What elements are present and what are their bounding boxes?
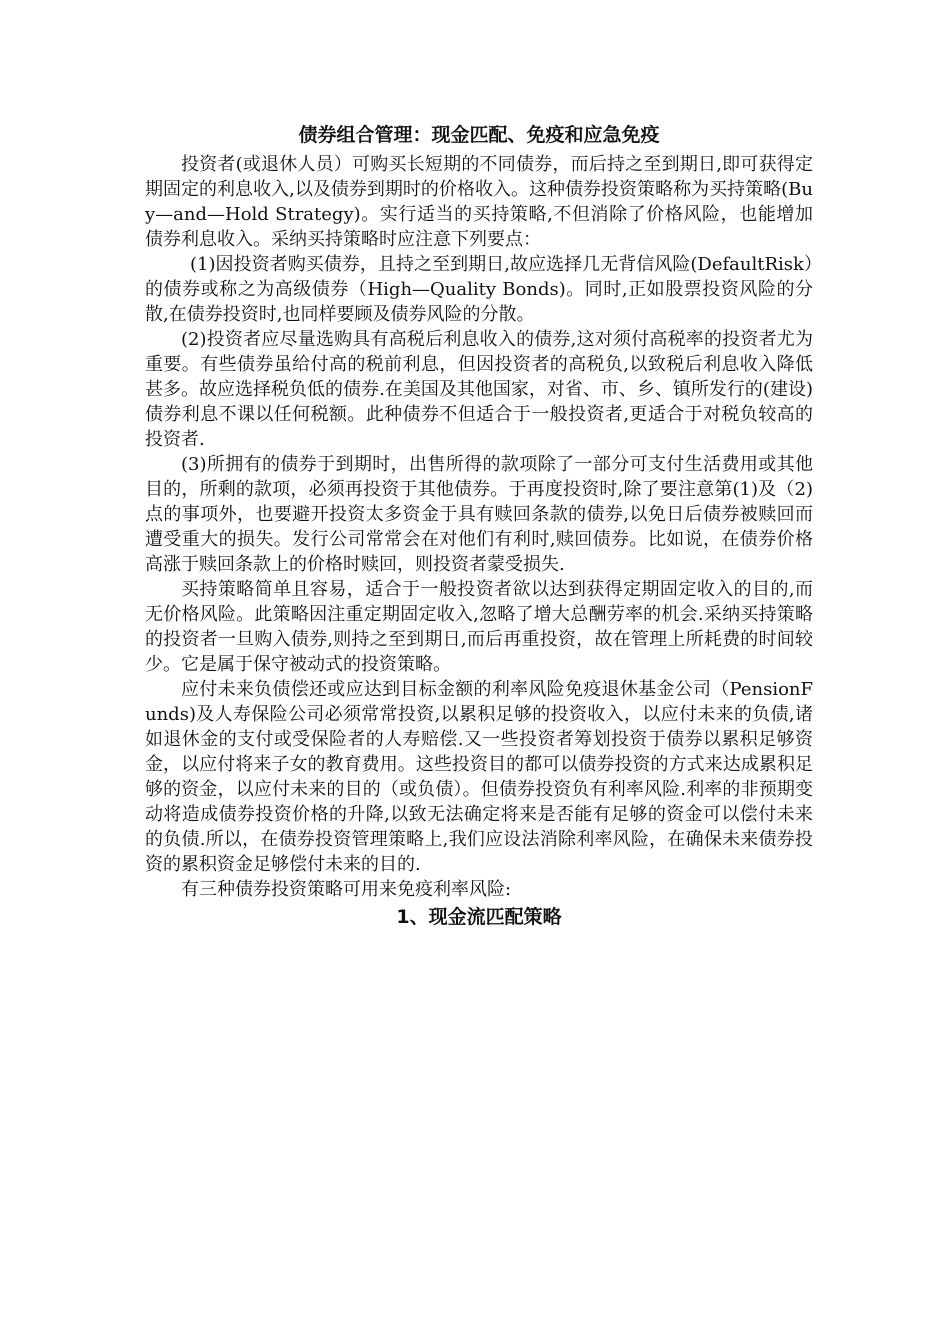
paragraph-immunization: 应付未来负债偿还或应达到目标金额的利率风险免疫退休基金公司（PensionFunds)及人寿保险公司必须常常投资,以累积足够的投资收入，以应付未来的负债,诸如退休金的支付或受保险者的人寿赔偿.又一些投资者筹划投资于债券以累积足够资金，以应付将来子女的教育费用。这些投资目的都可以债券投资的方式来达成累积足够的资金，以应付未来的目的（或负债）。但债券投资负有利率风险.利率的非预期变动将造成债券投资价格的升降,以致无法确定将来是否能有足够的资金可以偿付未来的负债.所以，在债券投资管理策略上,我们应设法消除利率风险，在确保未来债券投资的累积资金足够偿付未来的目的. xyxy=(145,679,813,875)
paragraph-point-1: (1)因投资者购买债券，且持之至到期日,故应选择几无背信风险(DefaultRisk）的债券或称之为高级债券（High—Quality Bonds)。同时,正如股票投资风险的分散,在债券投资时,也同样要顾及债券风险的分散。 xyxy=(145,254,813,325)
paragraph-point-2: (2)投资者应尽量选购具有高税后利息收入的债券,这对须付高税率的投资者尤为重要。有些债券虽给付高的税前利息，但因投资者的高税负,以致税后利息收入降低甚多。故应选择税负低的债券.在美国及其他国家，对省、市、乡、镇所发行的(建设)债券利息不课以任何税额。此种债券不但适合于一般投资者,更适合于对税负较高的投资者. xyxy=(145,329,813,450)
paragraph-strategy-summary: 买持策略简单且容易，适合于一般投资者欲以达到获得定期固定收入的目的,而无价格风险。此策略因注重定期固定收入,忽略了增大总酬劳率的机会.采纳买持策略的投资者一旦购入债券,则持之至到期日,而后再重投资，故在管理上所耗费的时间较少。它是属于保守被动式的投资策略。 xyxy=(145,579,813,675)
document-page xyxy=(145,118,813,932)
document-title: 债券组合管理：现金匹配、免疫和应急免疫 xyxy=(298,124,660,146)
paragraph-point-3: (3)所拥有的债券于到期时，出售所得的款项除了一部分可支付生活费用或其他目的，所剩的款项，必须再投资于其他债券。于再度投资时,除了要注意第(1)及（2)点的事项外，也要避开投资太多资金于具有赎回条款的债券,以免日后债券被赎回而遭受重大的损失。发行公司常常会在对他们有利时,赎回债券。比如说，在债券价格高涨于赎回条款上的价格时赎回，则投资者蒙受损失. xyxy=(145,454,813,575)
paragraph-intro: 投资者(或退休人员）可购买长短期的不同债券，而后持之至到期日,即可获得定期固定的利息收入,以及债券到期时的价格收入。这种债券投资策略称为买持策略(Buy—and—Hold Strategy)。实行适当的买持策略,不但消除了价格风险，也能增加债券利息收入。采纳买持策略时应注意下列要点： xyxy=(145,154,813,250)
section-heading: 1、现金流匹配策略 xyxy=(396,906,562,928)
paragraph-three-strategies: 有三种债券投资策略可用来免疫利率风险: xyxy=(181,879,512,900)
